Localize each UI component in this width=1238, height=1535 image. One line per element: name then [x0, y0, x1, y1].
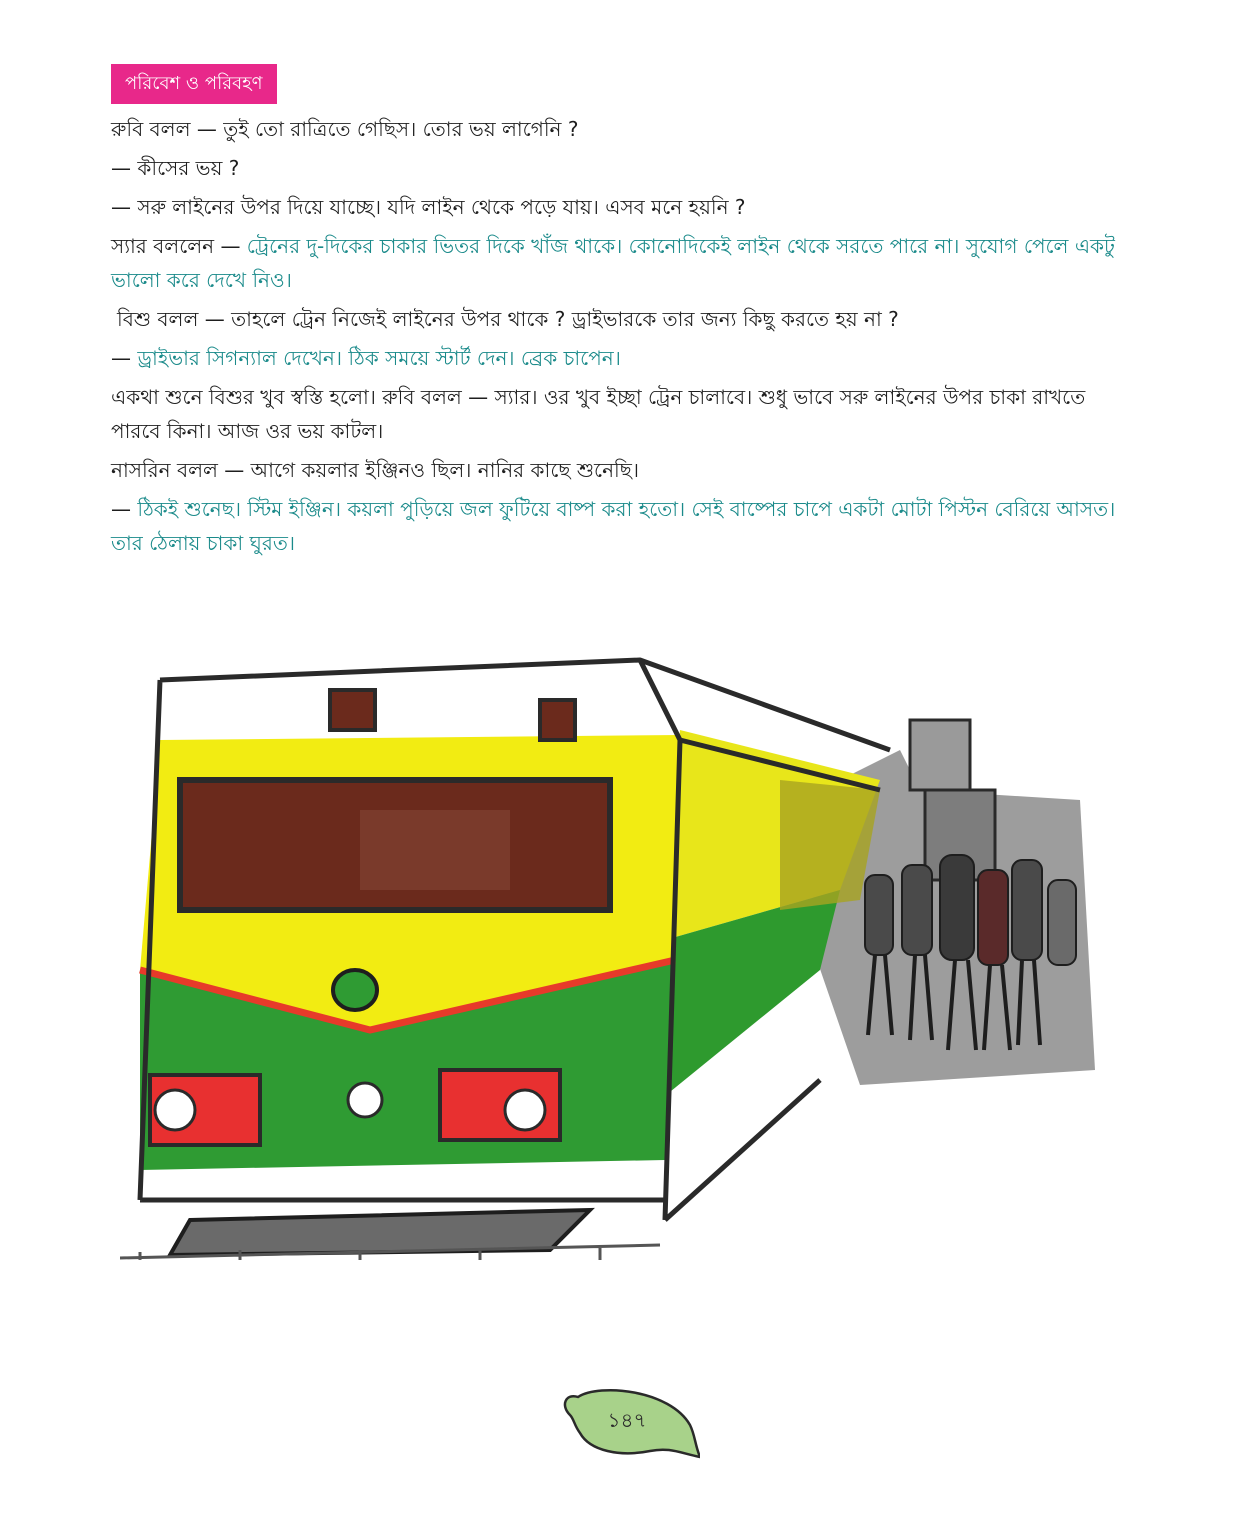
paragraph: [111, 380, 1131, 448]
center-light: [348, 1083, 382, 1117]
paragraph: [111, 302, 1131, 336]
page-number: ১৪৭: [607, 1408, 647, 1432]
roof-light-left: [330, 690, 375, 730]
chapter-tag: পরিবেশ ও পরিবহণ: [111, 64, 277, 104]
headlamp: [333, 970, 377, 1010]
story-text: [111, 112, 1131, 565]
paragraph: [111, 453, 1131, 487]
windshield-reflection: [360, 810, 510, 890]
paragraph-text: নাসরিন বলল — আগে কয়লার ইঞ্জিনও ছিল। নানির কাছে শুনেছি।: [111, 458, 640, 482]
paragraph-text: —: [111, 497, 138, 521]
paragraph: [111, 112, 1131, 146]
paragraph-text: বিশু বলল — তাহলে ট্রেন নিজেই লাইনের উপর থাকে ? ড্রাইভারকে তার জন্য কিছু করতে হয় না ?: [117, 307, 899, 331]
paragraph: [111, 341, 1131, 375]
paragraph-text: রুবি বলল — তুই তো রাত্রিতে গেছিস। তোর ভয় লাগেনি ?: [111, 117, 579, 141]
paragraph-text: একথা শুনে বিশুর খুব স্বস্তি হলো। রুবি বলল — স্যার। ওর খুব ইচ্ছা ট্রেন চালাবে। শুধু ভাবে সরু লাইনের উপর চাকা রাখতে পারবে কিনা। আজ ওর ভয় কাটল।: [111, 385, 1086, 443]
paragraph-text: — কীসের ভয় ?: [111, 156, 240, 180]
station-building: [910, 720, 970, 790]
paragraph-highlight: ড্রাইভার সিগন্যাল দেখেন। ঠিক সময়ে স্টার্ট দেন। ব্রেক চাপেন।: [137, 346, 621, 370]
paragraph-text: — সরু লাইনের উপর দিয়ে যাচ্ছে। যদি লাইন থেকে পড়ে যায়। এসব মনে হয়নি ?: [111, 195, 746, 219]
roof-light-right: [540, 700, 575, 740]
paragraph: [111, 492, 1131, 560]
paragraph: [111, 229, 1131, 297]
paragraph-text: —: [111, 346, 138, 370]
train-illustration: [120, 640, 1110, 1260]
paragraph-text: স্যার বললেন —: [111, 234, 247, 258]
paragraph: [111, 151, 1131, 185]
buffer-light-right: [505, 1090, 545, 1130]
paragraph: [111, 190, 1131, 224]
paragraph-highlight: ঠিকই শুনেছ। স্টিম ইঞ্জিন। কয়লা পুড়িয়ে জল ফুটিয়ে বাষ্প করা হতো। সেই বাষ্পের চাপে একটা মোটা পিস্টন বেরিয়ে আসত। তার ঠেলায় চাকা ঘুরত।: [111, 497, 1116, 555]
paragraph-highlight: ট্রেনের দু-দিকের চাকার ভিতর দিকে খাঁজ থাকে। কোনোদিকেই লাইন থেকে সরতে পারে না। সুযোগ পেলে একটু ভালো করে দেখে নিও।: [111, 234, 1115, 292]
buffer-light-left: [155, 1090, 195, 1130]
